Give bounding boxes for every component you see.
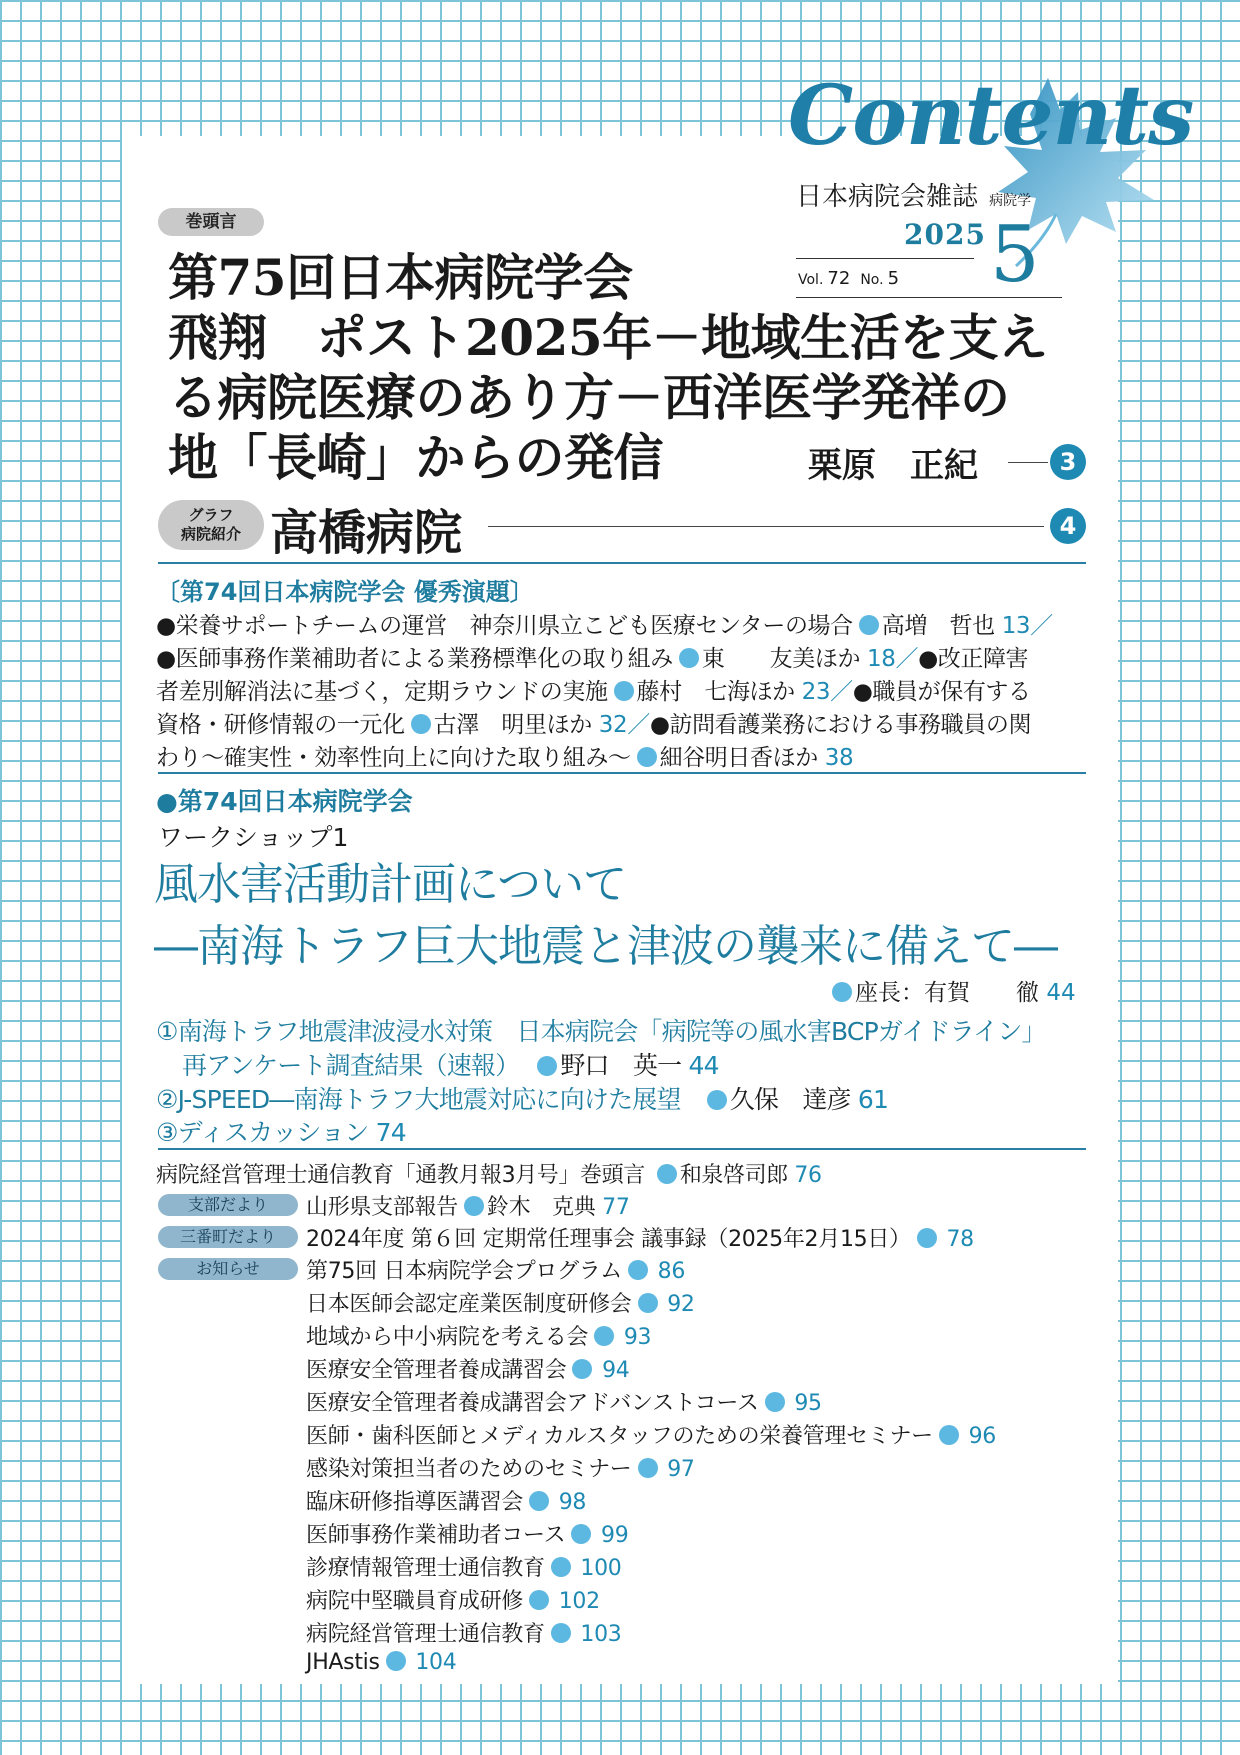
bullet-dot-icon bbox=[386, 1651, 406, 1671]
preface-page[interactable]: 3 bbox=[1050, 444, 1086, 480]
excellent-line[interactable]: ●医師事務作業補助者による業務標準化の取り組み 東 友美ほか 18／●改正障害 bbox=[156, 646, 1029, 672]
notice-item[interactable]: 病院経営管理士通信教育 103 bbox=[306, 1622, 622, 1647]
bullet-dot-icon bbox=[638, 1293, 658, 1313]
contents-title: Contents bbox=[788, 68, 1194, 164]
misc-row[interactable]: 2024年度 第６回 定期常任理事会 議事録（2025年2月15日） 78 bbox=[306, 1227, 974, 1252]
bullet-dot-icon bbox=[939, 1425, 959, 1445]
bullet-dot-icon bbox=[614, 681, 634, 701]
tag-graph: グラフ 病院紹介 bbox=[158, 500, 264, 550]
tag-sanban: 三番町だより bbox=[158, 1226, 298, 1248]
bullet-dot-icon bbox=[594, 1326, 614, 1346]
notice-item[interactable]: 医師・歯科医師とメディカルスタッフのための栄養管理セミナー 96 bbox=[306, 1424, 996, 1449]
notice-item[interactable]: 感染対策担当者のためのセミナー 97 bbox=[306, 1457, 695, 1482]
misc-row[interactable]: 山形県支部報告 鈴木 克典 77 bbox=[306, 1195, 630, 1220]
notice-item[interactable]: 日本医師会認定産業医制度研修会 92 bbox=[306, 1292, 695, 1317]
bullet-dot-icon bbox=[529, 1590, 549, 1610]
workshop-label: ワークショップ1 bbox=[158, 823, 349, 852]
divider bbox=[158, 562, 1086, 564]
excellent-line[interactable]: 資格・研修情報の一元化 古澤 明里ほか 32／●訪問看護業務における事務職員の関 bbox=[156, 712, 1032, 738]
notice-item[interactable]: JHAstis 104 bbox=[306, 1650, 457, 1675]
bullet-dot-icon bbox=[529, 1491, 549, 1511]
volume-number: Vol. 72 No. 5 bbox=[798, 268, 900, 289]
notice-item[interactable]: 臨床研修指導医講習会 98 bbox=[306, 1490, 587, 1515]
notice-item[interactable]: 医療安全管理者養成講習会アドバンストコース 95 bbox=[306, 1391, 822, 1416]
leader-line bbox=[1008, 462, 1048, 463]
bullet-dot-icon bbox=[765, 1392, 785, 1412]
notice-item[interactable]: 医療安全管理者養成講習会 94 bbox=[306, 1358, 630, 1383]
bullet-dot-icon bbox=[917, 1228, 937, 1248]
misc-row[interactable]: 病院経営管理士通信教育「通教月報3月号」巻頭言 和泉啓司郎 76 bbox=[156, 1163, 822, 1188]
notice-item[interactable]: 診療情報管理士通信教育 100 bbox=[306, 1556, 622, 1581]
bullet-dot-icon bbox=[657, 1164, 677, 1184]
tag-branch: 支部だより bbox=[158, 1194, 298, 1216]
excellent-heading: 〔第74回日本病院学会 優秀演題〕 bbox=[156, 578, 534, 606]
bullet-dot-icon bbox=[551, 1623, 571, 1643]
workshop-chair: 座長：有賀 徹 44 bbox=[826, 974, 1076, 1007]
bullet-dot-icon bbox=[628, 1260, 648, 1280]
tag-preface: 巻頭言 bbox=[158, 208, 264, 236]
journal-name: 日本病院会雑誌 病院学 bbox=[796, 182, 1032, 212]
graph-title[interactable]: 高橋病院 bbox=[270, 505, 463, 561]
divider bbox=[158, 1148, 1086, 1150]
bullet-dot-icon bbox=[638, 1458, 658, 1478]
notice-item[interactable]: 第75回 日本病院学会プログラム 86 bbox=[306, 1259, 686, 1284]
preface-title[interactable]: 第75回日本病院学会 飛翔 ポスト2025年－地域生活を支え る病院医療のあり方－西洋医学発祥の 地「長崎」からの発信 bbox=[168, 248, 1048, 487]
excellent-line[interactable]: 者差別解消法に基づく，定期ラウンドの実施 藤村 七海ほか 23／●職員が保有する bbox=[156, 679, 1031, 705]
notice-item[interactable]: 地域から中小病院を考える会 93 bbox=[306, 1325, 652, 1350]
excellent-line[interactable]: ●栄養サポートチームの運営 神奈川県立こども医療センターの場合 高増 哲也 13／ bbox=[156, 613, 1053, 639]
notice-item[interactable]: 病院中堅職員育成研修 102 bbox=[306, 1589, 600, 1614]
workshop-heading: ●第74回日本病院学会 bbox=[156, 787, 413, 816]
bullet-dot-icon bbox=[572, 1359, 592, 1379]
leader-line bbox=[488, 526, 1044, 527]
workshop-item[interactable]: ②J-SPEED―南海トラフ大地震対応に向けた展望 久保 達彦 61 bbox=[156, 1085, 889, 1114]
notice-item[interactable]: 医師事務作業補助者コース 99 bbox=[306, 1523, 629, 1548]
bullet-dot-icon bbox=[551, 1557, 571, 1577]
bullet-dot-icon bbox=[571, 1524, 591, 1544]
bullet-dot-icon bbox=[679, 648, 699, 668]
divider bbox=[158, 772, 1086, 774]
workshop-title[interactable]: 風水害活動計画について ―南海トラフ巨大地震と津波の襲来に備えて― bbox=[154, 859, 1057, 972]
workshop-item[interactable]: ①南海トラフ地震津波浸水対策 日本病院会「病院等の風水害BCPガイドライン」 bbox=[156, 1017, 1046, 1046]
bullet-dot-icon bbox=[859, 615, 879, 635]
bullet-dot-icon bbox=[411, 714, 431, 734]
workshop-item[interactable]: ③ディスカッション 74 bbox=[156, 1118, 406, 1147]
issue-month: 5 bbox=[990, 210, 1040, 300]
issue-year: 2025 bbox=[904, 218, 986, 251]
excellent-line[interactable]: わり～確実性・効率性向上に向けた取り組み～ 細谷明日香ほか 38 bbox=[156, 745, 854, 771]
workshop-item[interactable]: 再アンケート調査結果（速報） 野口 英一 44 bbox=[182, 1051, 719, 1080]
bullet-dot-icon bbox=[707, 1090, 727, 1110]
bullet-dot-icon bbox=[832, 982, 852, 1002]
bullet-dot-icon bbox=[464, 1196, 484, 1216]
graph-page[interactable]: 4 bbox=[1050, 508, 1086, 544]
bullet-dot-icon bbox=[637, 747, 657, 767]
tag-notice: お知らせ bbox=[158, 1258, 298, 1280]
bullet-dot-icon bbox=[537, 1056, 557, 1076]
preface-author: 栗原 正紀 bbox=[808, 446, 978, 486]
